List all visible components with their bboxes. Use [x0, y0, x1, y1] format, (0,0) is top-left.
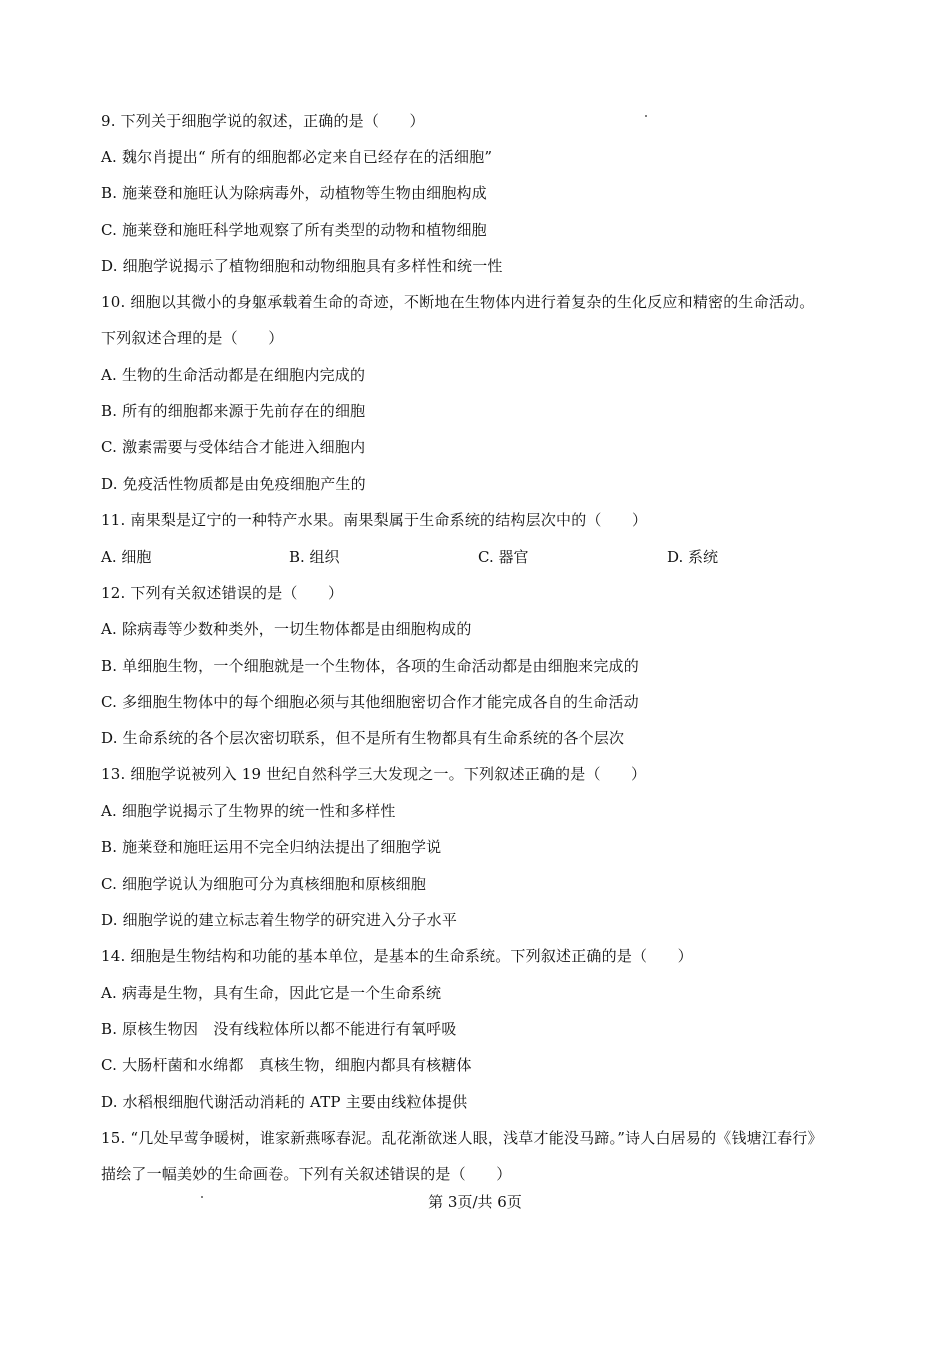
- question-15-stem-line-1: 15. “几处早莺争暖树，谁家新燕啄春泥。乱花渐欲迷人眼，浅草才能没马蹄。”诗人白居易的《钱塘江春行》: [101, 1129, 823, 1147]
- question-10-stem-line-2: 下列叙述合理的是（ ）: [101, 329, 284, 347]
- page-footer: 第 3页/共 6页: [428, 1193, 522, 1211]
- question-10-option-c: C. 激素需要与受体结合才能进入细胞内: [101, 438, 366, 456]
- scan-speck: [201, 1196, 203, 1198]
- question-12-stem: 12. 下列有关叙述错误的是（ ）: [101, 584, 344, 602]
- question-14-stem: 14. 细胞是生物结构和功能的基本单位，是基本的生命系统。下列叙述正确的是（ ）: [101, 947, 693, 965]
- question-13-option-b: B. 施莱登和施旺运用不完全归纳法提出了细胞学说: [101, 838, 442, 856]
- question-14-option-d: D. 水稻根细胞代谢活动消耗的 ATP 主要由线粒体提供: [101, 1093, 468, 1111]
- question-11-stem: 11. 南果梨是辽宁的一种特产水果。南果梨属于生命系统的结构层次中的（ ）: [101, 511, 648, 529]
- question-9-option-a: A. 魏尔肖提出“ 所有的细胞都必定来自已经存在的活细胞”: [101, 148, 493, 166]
- question-12-option-d: D. 生命系统的各个层次密切联系，但不是所有生物都具有生命系统的各个层次: [101, 729, 625, 747]
- question-14-option-c: C. 大肠杆菌和水绵都 真核生物，细胞内都具有核糖体: [101, 1056, 472, 1074]
- question-13-option-c: C. 细胞学说认为细胞可分为真核细胞和原核细胞: [101, 875, 427, 893]
- question-9-stem: 9. 下列关于细胞学说的叙述，正确的是（ ）: [101, 112, 425, 130]
- question-13-option-a: A. 细胞学说揭示了生物界的统一性和多样性: [101, 802, 396, 820]
- question-15-stem-line-2: 描绘了一幅美妙的生命画卷。下列有关叙述错误的是（ ）: [101, 1165, 512, 1183]
- question-11-option-b: B. 组织: [289, 548, 340, 566]
- question-11-option-c: C. 器官: [478, 548, 529, 566]
- question-9-option-b: B. 施莱登和施旺认为除病毒外，动植物等生物由细胞构成: [101, 184, 487, 202]
- question-14-option-b: B. 原核生物因 没有线粒体所以都不能进行有氧呼吸: [101, 1020, 457, 1038]
- question-13-option-d: D. 细胞学说的建立标志着生物学的研究进入分子水平: [101, 911, 458, 929]
- question-10-option-b: B. 所有的细胞都来源于先前存在的细胞: [101, 402, 366, 420]
- question-12-option-a: A. 除病毒等少数种类外，一切生物体都是由细胞构成的: [101, 620, 472, 638]
- question-9-option-c: C. 施莱登和施旺科学地观察了所有类型的动物和植物细胞: [101, 221, 487, 239]
- question-9-option-d: D. 细胞学说揭示了植物细胞和动物细胞具有多样性和统一性: [101, 257, 503, 275]
- question-12-option-b: B. 单细胞生物，一个细胞就是一个生物体，各项的生命活动都是由细胞来完成的: [101, 657, 639, 675]
- question-11-option-d: D. 系统: [667, 548, 719, 566]
- question-11-option-a: A. 细胞: [101, 548, 152, 566]
- question-13-stem: 13. 细胞学说被列入 19 世纪自然科学三大发现之一。下列叙述正确的是（ ）: [101, 765, 647, 783]
- question-10-option-a: A. 生物的生命活动都是在细胞内完成的: [101, 366, 366, 384]
- question-10-option-d: D. 免疫活性物质都是由免疫细胞产生的: [101, 475, 366, 493]
- question-14-option-a: A. 病毒是生物，具有生命，因此它是一个生命系统: [101, 984, 442, 1002]
- question-12-option-c: C. 多细胞生物体中的每个细胞必须与其他细胞密切合作才能完成各自的生命活动: [101, 693, 639, 711]
- question-10-stem-line-1: 10. 细胞以其微小的身躯承载着生命的奇迹，不断地在生物体内进行着复杂的生化反应和精密的生命活动。: [101, 293, 815, 311]
- scan-speck: [645, 115, 647, 117]
